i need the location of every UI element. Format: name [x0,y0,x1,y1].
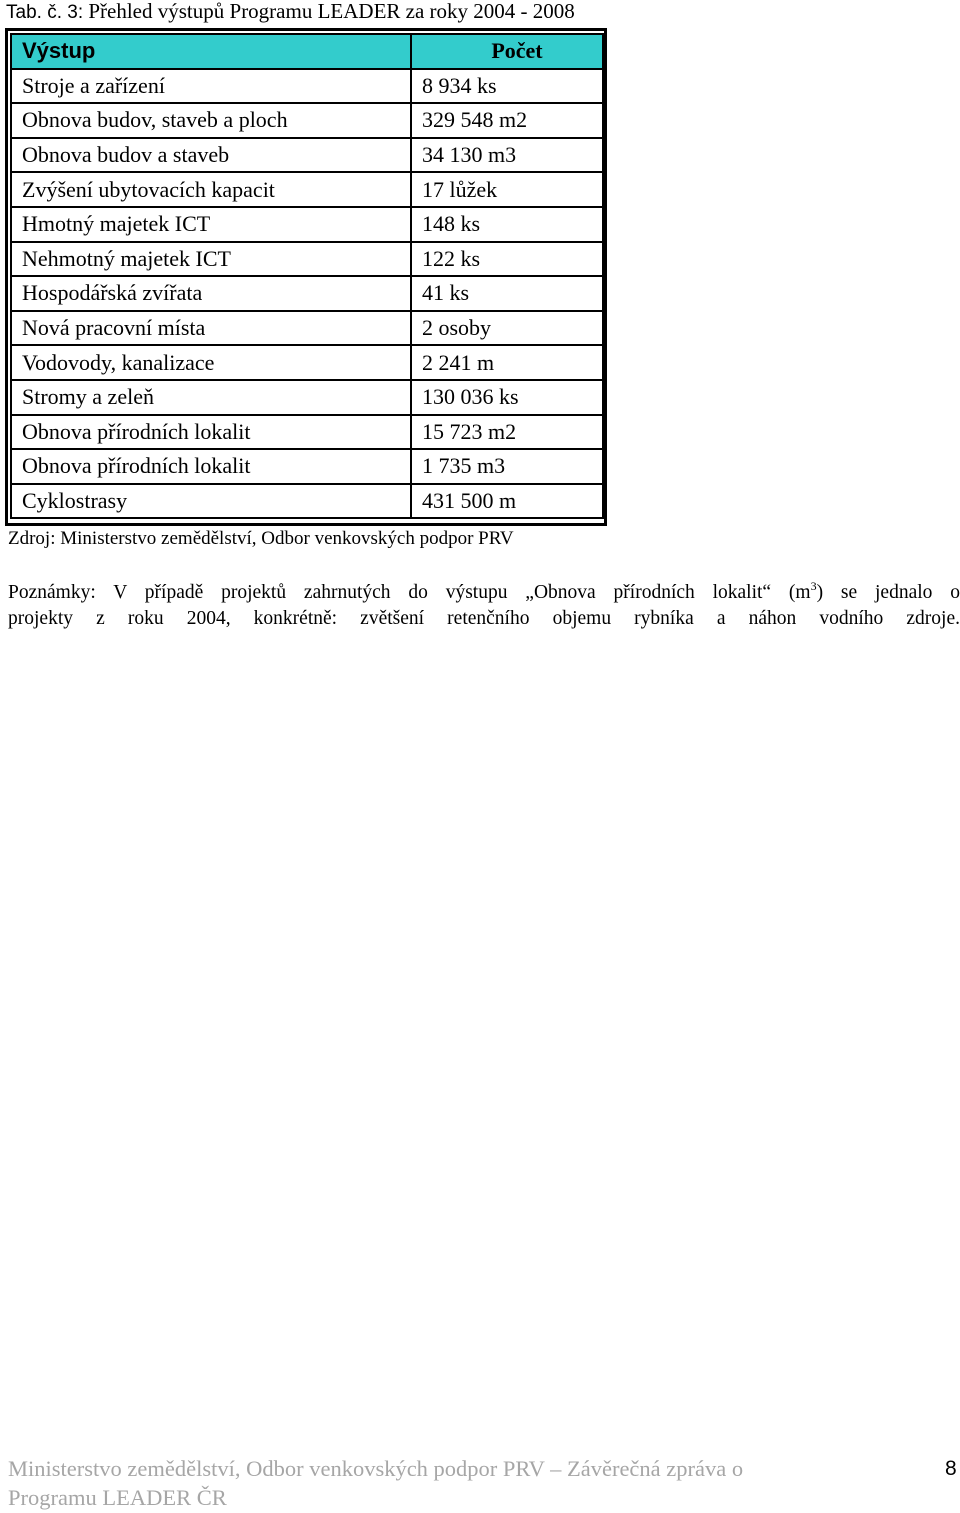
count-cell: 122 ks [411,242,603,277]
table-row [11,242,603,277]
output-cell: Hospodářská zvířata [11,276,411,311]
footer-line-2: Programu LEADER ČR [8,1485,227,1510]
output-cell: Hmotný majetek ICT [11,207,411,242]
output-cell: Stromy a zeleň [11,380,411,415]
output-cell: Stroje a zařízení [11,69,411,104]
output-cell: Obnova přírodních lokalit [11,449,411,484]
notes-line-1 [8,580,960,606]
output-cell: Nehmotný majetek ICT [11,242,411,277]
count-cell: 148 ks [411,207,603,242]
count-cell: 34 130 m3 [411,138,603,173]
table-row [11,345,603,380]
table-row [11,380,603,415]
count-cell: 8 934 ks [411,69,603,104]
table-row [11,449,603,484]
output-cell: Cyklostrasy [11,484,411,519]
notes-paragraph [8,580,960,632]
header-count: Počet [411,34,603,69]
caption-text: Přehled výstupů Programu LEADER za roky 2004 - 2008 [83,0,575,23]
table-header-row [11,34,603,69]
output-cell: Nová pracovní místa [11,311,411,346]
table-row [11,276,603,311]
table-row [11,415,603,450]
header-output: Výstup [11,34,411,69]
page-footer [8,1454,743,1512]
count-cell: 17 lůžek [411,172,603,207]
table-row [11,103,603,138]
count-cell: 15 723 m2 [411,415,603,450]
notes-superscript: 3 [810,579,817,593]
count-cell: 431 500 m [411,484,603,519]
count-cell: 2 osoby [411,311,603,346]
notes-text-before: Poznámky: V případě projektů zahrnutých do výstupu „Obnova přírodních lokalit“ (m [8,582,811,603]
outputs-table [10,33,604,519]
output-cell: Obnova přírodních lokalit [11,415,411,450]
count-cell: 1 735 m3 [411,449,603,484]
table-row [11,69,603,104]
outputs-table-frame [5,28,607,526]
notes-text-after: ) se jednalo o [816,582,960,603]
output-cell: Zvýšení ubytovacích kapacit [11,172,411,207]
count-cell: 329 548 m2 [411,103,603,138]
output-cell: Obnova budov a staveb [11,138,411,173]
table-row [11,311,603,346]
caption-label: Tab. č. 3: [6,2,84,23]
footer-line-1: Ministerstvo zemědělství, Odbor venkovských podpor PRV – Závěrečná zpráva o [8,1456,744,1481]
count-cell: 41 ks [411,276,603,311]
table-row [11,172,603,207]
page-number: 8 [945,1457,957,1480]
source-note: Zdroj: Ministerstvo zemědělství, Odbor venkovských podpor PRV [8,528,514,549]
count-cell: 130 036 ks [411,380,603,415]
output-cell: Obnova budov, staveb a ploch [11,103,411,138]
table-row [11,484,603,519]
output-cell: Vodovody, kanalizace [11,345,411,380]
table-row [11,138,603,173]
table-row [11,207,603,242]
table-caption [6,0,575,26]
notes-line-2: projekty z roku 2004, konkrétně: zvětšení retenčního objemu rybníka a náhon vodního zdroje. [8,608,960,629]
count-cell: 2 241 m [411,345,603,380]
